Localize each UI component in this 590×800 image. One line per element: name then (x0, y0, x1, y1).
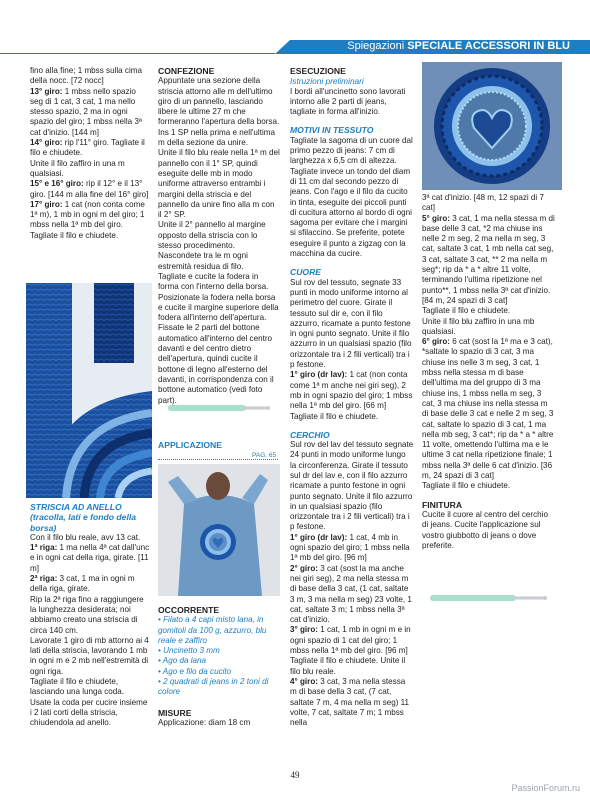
paragraph (290, 533, 414, 564)
misure-title: MISURE (158, 707, 192, 718)
paragraph (290, 370, 414, 411)
round-text: 1 cat (non conta come 1ª m anche nei giri seg), 2 mb in ogni spazio del giro; 1 mbss nella 1ª mb del giro. [66 m] (290, 370, 413, 411)
paragraph: I bordi all'uncinetto sono lavorati intorno alle 2 parti di jeans, tagliate in forma all'inizio. (290, 86, 406, 117)
round-label: 5° giro: (422, 213, 450, 223)
cuore-title: CUORE (290, 267, 322, 278)
paragraph: Tagliate invece un tondo del diam di 11 cm dal secondo pezzo di jeans. Con l'ago e il filo da cucito in tinta, eseguite dei piccoli punti di cucitura attorno al bordo di ogni sagoma per evitare che i margini si sfilaccino. Se preferite, potete eseguire il punto a zigzag con la macchina da cucire. (290, 166, 412, 259)
paragraph (30, 574, 150, 595)
denim-jacket-photo (158, 464, 280, 596)
paragraph (290, 677, 414, 728)
crochet-hook-icon (160, 400, 272, 416)
paragraph: Appuntate una sezione della striscia attorno alle m dell'ultimo giro di un pannello, lasciando libere le ultime 27 m che formeranno l'apertura della borsa. Ins 1 SP nella prima e nell'ultima m della sezione da unire. (158, 76, 280, 148)
column-1 (30, 66, 150, 241)
paragraph (30, 543, 150, 574)
round-text: 1 cat, 1 mb in ogni m e in ogni spazio di 1 cat del giro; 1 mbss nella 1ª mb del giro. [96 m] Tagliate il filo e chiudete. Unite il filo blu reale. (290, 625, 411, 676)
watermark: PassionForum.ru (511, 783, 580, 793)
paragraph: Tagliate e cucite la fodera in forma con l'interno della borsa. Posizionate la fodera nella borsa e cucite il margine superiore della fodera all'interno dell'apertura. (158, 271, 279, 323)
paragraph: Sul rov del lav del tessuto segnate 24 punti in modo uniforme lungo la circonferenza. Girate il tessuto sul dr del lav e, con il filo azzurro ricamate a punto festone in ogni punto segnato. Unite il filo azzurro in un qualsiasi spazio (filo orizzontale tra i 2 fili verticali) tra i p festone. (290, 440, 414, 532)
material-item: • 2 quadrati di jeans in 2 toni di colore (158, 677, 269, 697)
material-item: • Filato a 4 capi misto lana, in gomitoli da 100 g, azzurro, blu reale e zaffiro (158, 615, 267, 645)
paragraph: Fissate le 2 parti del bottone automatico all'interno del centro davanti e del centro dietro dell'apertura, quindi cucite il bottone di legno all'esterno del davanti, in corrispondenza con il bottone automatico (vedi foto part). (158, 323, 274, 405)
finitura-title: FINITURA (422, 499, 463, 510)
header-main-title: SPECIALE ACCESSORI IN BLU (407, 40, 570, 52)
round-label: 13° giro: (30, 86, 63, 96)
paragraph: Unite il 2° pannello al margine opposto della striscia con lo stesso procedimento. (158, 220, 266, 251)
paragraph: Applicazione: diam 18 cm (158, 717, 251, 727)
occorrente-title: OCCORRENTE (158, 605, 220, 615)
page-reference: PAG. 65 (252, 452, 277, 459)
cerchio-title: CERCHIO (290, 429, 330, 440)
paragraph: Unite il filo zaffiro in una m qualsiasi. (30, 158, 125, 178)
header-title (347, 40, 570, 52)
round-label: 1° giro (dr lav): (290, 532, 348, 542)
paragraph: Tagliate il filo e chiudete. (422, 306, 511, 316)
paragraph (290, 625, 414, 676)
paragraph: Unite il filo blu reale nella 1ª m del pannello con il 1° SP, quindi eseguite delle mb in modo uniforme attraverso entrambi i margini della striscia e del pannello da unire fino alla m con il 2° SP. (158, 148, 280, 220)
round-text: 3 cat, 1 ma nella stessa m di base delle 3 cat, *2 ma chiuse ins nelle 2 m seg, 2 ma nella m seg, 3 cat, saltate 3 cat, 1 mb nella cat seg, 3 cat, saltate 3 cat, ** 2 ma nella m seg*; rip da * a * altre 11 volte, terminando l'ultima ripetizione nel punto**, 1 mbss nella 3ª cat d'inizio. [84 m, 24 spazi di 3 cat] (422, 213, 555, 305)
paragraph (30, 138, 150, 159)
round-text: 3 cat (sost la ma anche nei giri seg), 2 ma nella stessa m di base della 3 cat, (1 cat, saltate 3 m, 3 ma nella m seg) 23 volte, 1 cat, saltate 3 m; 1 mbss nella 3ª cat d'inizio. (290, 563, 412, 625)
row-text: 3 cat, 1 ma in ogni m della riga, girate. (30, 574, 135, 594)
crochet-hook-icon (424, 590, 550, 606)
paragraph: Usate la coda per cucire insieme i 2 lati corti della striscia, chiudendola ad anello. (30, 697, 148, 728)
esecuzione-title: ESECUZIONE (290, 66, 346, 76)
round-text: 1 cat, 4 mb in ogni spazio del giro; 1 mbss nella 1ª mb del giro. [96 m] (290, 532, 410, 563)
paragraph: Lavorate 1 giro di mb attorno ai 4 lati della striscia, lavorando 1 mb in ogni m e 2 mb nell'estremità di ogni riga. (30, 635, 149, 676)
paragraph (290, 564, 414, 626)
row-label: 2ª riga: (30, 574, 58, 584)
round-text: rip il 12° e il 13° giro. [144 m alla fine del 16° giro] (30, 179, 149, 199)
paragraph (422, 214, 556, 307)
page-number: 49 (290, 770, 300, 780)
motivi-title: MOTIVI IN TESSUTO (290, 125, 374, 136)
round-label: 15° e 16° giro: (30, 179, 84, 189)
column-2-materials (158, 605, 280, 728)
material-text: Ago da lana (162, 656, 207, 666)
round-label: 1° giro (dr lav): (290, 370, 348, 380)
material-item: • Ago da lana (158, 656, 207, 666)
paragraph (422, 337, 556, 481)
confezione-title: CONFEZIONE (158, 66, 215, 76)
paragraph: Rip la 2ª riga fino a raggiungere la lunghezza desiderata; noi abbiamo creato una striscia di circa 140 cm. (30, 594, 144, 635)
round-label: 6° giro: (422, 337, 450, 347)
material-item: • Uncinetto 3 mm (158, 646, 220, 656)
round-text: 1 cat (non conta come 1ª m), 1 mb in ogni m del giro; 1 mbss nella 1ª mb del giro. Tagliate il filo e chiudete. (30, 199, 145, 240)
paragraph: Tagliate la sagoma di un cuore dal primo pezzo di jeans: 7 cm di larghezza x 6,5 cm di altezza. (290, 135, 413, 166)
round-text: rip l'11° giro. Tagliate il filo e chiudete. (30, 138, 145, 158)
paragraph: Nascondete tra le m ogni estremità residua di filo. (158, 251, 248, 271)
paragraph (30, 179, 150, 200)
section-divider (158, 459, 278, 460)
paragraph: Cucite il cuore al centro del cerchio di jeans. Cucite l'applicazione sul vostro giubbotto di jeans o dove preferite. (422, 509, 548, 550)
row-text: 1 ma nella 4ª cat dall'unc e in ogni cat della riga, girate. [11 m] (30, 543, 150, 573)
column-3 (290, 66, 414, 728)
crochet-bag-photo (26, 283, 152, 498)
paragraph (30, 200, 150, 241)
round-applique-photo (422, 62, 562, 190)
column-1-strip (30, 502, 150, 729)
round-text: 1 mbss nello spazio seg di 1 cat, 3 cat, 1 ma nello stesso spazio, 2 ma in ogni spazio del giro; 1 mbss nella 3ª cat d'inizio. [144 m] (30, 86, 142, 137)
paragraph (30, 87, 150, 138)
paragraph: Con il filo blu reale, avv 13 cat. (30, 532, 141, 542)
paragraph: fino alla fine; 1 mbss sulla cima della nocc. [72 nocc] (30, 66, 143, 86)
round-label: 3° giro: (290, 625, 318, 635)
paragraph: 3ª cat d'inizio. [48 m, 12 spazi di 7 cat] (422, 193, 544, 213)
paragraph: Tagliate il filo e chiudete. (422, 481, 511, 491)
round-text: 6 cat (sost la 1ª ma e 3 cat), *saltate lo spazio di 3 cat, 3 ma chiuse ins nelle 3 m seg, 3 cat, 1 mbss nella stessa m di base dell'ultima ma del gruppo di 3 ma chiuse ins, 1 mbss nella m seg, 3 cat, 3 ma chiuse ins nella stessa m di base delle 3 cat e nelle 2 m seg, 3 cat, saltate lo spazio di 3 cat, 1 ma nella mb seg, 3 cat*; rip da * a * altre 11 volte, omettendo l'ultima ma e le ultime 3 cat nella ripetizione finale; 1 mbss nella 3ª delle 6 cat d'inizio. [36 m, 24 spazi di 3 cat] (422, 337, 554, 481)
round-label: 4° giro: (290, 676, 318, 686)
strip-section-title: STRISCIA AD ANELLO (tracolla, lati e fondo della borsa) (30, 502, 137, 533)
paragraph: Tagliate il filo e chiudete, lasciando una lunga coda. (30, 677, 125, 697)
row-label: 1ª riga: (30, 543, 58, 553)
applicazione-title: APPLICAZIONE (158, 440, 222, 450)
paragraph: Tagliate il filo e chiudete. (290, 411, 379, 421)
material-text: 2 quadrati di jeans in 2 toni di colore (158, 677, 269, 697)
material-text: Filato a 4 capi misto lana, in gomitoli da 100 g, azzurro, blu reale e zaffiro (158, 615, 267, 645)
header-section: Spiegazioni (347, 40, 405, 52)
material-text: Ago e filo da cucito (162, 666, 232, 676)
istruzioni-title: Istruzioni preliminari (290, 76, 364, 87)
paragraph: Sul rov del tessuto, segnate 33 punti in modo uniforme intorno al perimetro del cuore. Girate il tessuto sul dir e, con il filo azzurro, ricamate a punto festone in ogni punto segnato. Unite il filo azzurro in un qualsiasi spazio (filo orizzontale tra i 2 fili verticali) tra i p festone. (290, 277, 412, 370)
round-text: 3 cat, 3 ma nella stessa m di base della 3 cat, (7 cat, saltate 7 m, 4 ma nella m seg) 11 volte, 7 cat, saltate 7 m; 1 mbss nella (290, 676, 410, 728)
round-label: 17° giro: (30, 199, 63, 209)
paragraph: Unite il filo blu zaffiro in una mb qualsiasi. (422, 316, 535, 336)
round-label: 14° giro: (30, 138, 63, 148)
round-label: 2° giro: (290, 563, 318, 573)
material-item: • Ago e filo da cucito (158, 666, 232, 676)
column-2 (158, 66, 280, 406)
material-text: Uncinetto 3 mm (163, 646, 220, 656)
column-4 (422, 193, 556, 551)
